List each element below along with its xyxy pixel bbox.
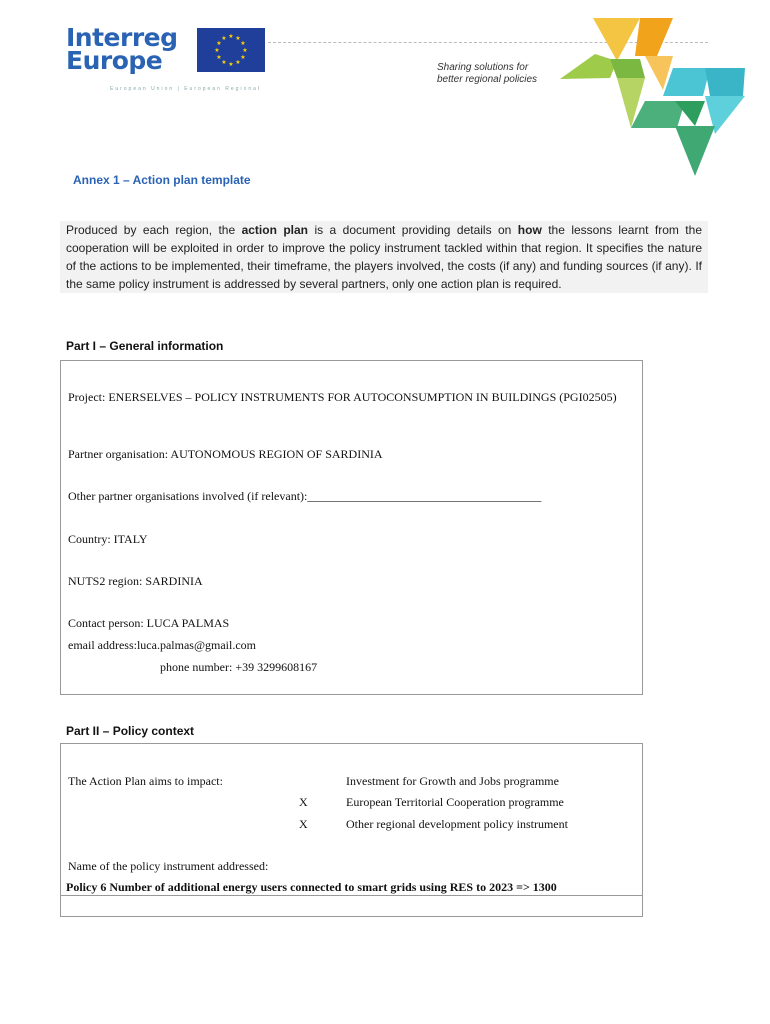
- tagline-line-2: better regional policies: [437, 74, 538, 85]
- option-label: European Territorial Cooperation programme: [346, 795, 564, 809]
- option-label: Investment for Growth and Jobs programme: [346, 774, 559, 788]
- policy-instrument-name: Policy 6 Number of additional energy users connected to smart grids using RES to 2023 => 1300: [66, 880, 557, 894]
- option-mark: X: [299, 795, 308, 809]
- project-field: Project: ENERSELVES – POLICY INSTRUMENTS FOR AUTOCONSUMPTION IN BUILDINGS (PGI02505): [68, 390, 617, 404]
- svg-text:★: ★: [221, 59, 227, 66]
- svg-text:★: ★: [216, 54, 222, 61]
- option-label: Other regional development policy instrument: [346, 817, 568, 831]
- svg-text:★: ★: [242, 47, 248, 54]
- partner-org-field: Partner organisation: AUTONOMOUS REGION OF SARDINIA: [68, 447, 383, 461]
- svg-text:★: ★: [216, 40, 222, 47]
- svg-text:★: ★: [221, 35, 227, 42]
- email-field: email address:luca.palmas@gmail.com: [68, 638, 256, 652]
- decorative-arrows-graphic: [555, 16, 750, 181]
- svg-text:★: ★: [235, 59, 241, 66]
- nuts2-field: NUTS2 region: SARDINIA: [68, 574, 203, 588]
- annex-title: Annex 1 – Action plan template: [73, 173, 251, 187]
- svg-text:★: ★: [214, 47, 220, 54]
- policy-name-label: Name of the policy instrument addressed:: [68, 859, 269, 873]
- option-mark: X: [299, 817, 308, 831]
- phone-field: phone number: +39 3299608167: [160, 660, 318, 674]
- interreg-logo: [66, 23, 178, 75]
- policy-row-divider: [60, 895, 643, 896]
- svg-text:★: ★: [228, 61, 234, 68]
- logo-line-1: Interreg: [66, 23, 178, 52]
- intro-text-2: is a document providing details on: [308, 223, 518, 237]
- svg-text:★: ★: [240, 40, 246, 47]
- eu-flag-icon: [197, 28, 265, 72]
- svg-text:★: ★: [240, 54, 246, 61]
- tagline-line-1: Sharing solutions for: [437, 62, 529, 73]
- intro-text-3: the lessons learnt from the cooperation will be exploited in order to improve the policy instrument tackled within that region. It specifies the nature of the actions to be implemented, their timeframe, the players involved, the costs (if any) and funding sources (if any). If the same policy instrument is addressed by several partners, only one action plan is required.: [66, 223, 702, 291]
- intro-paragraph: [60, 221, 708, 293]
- country-field: Country: ITALY: [68, 532, 148, 546]
- other-partners-field: Other partner organisations involved (if relevant):_______________________________________: [68, 489, 542, 503]
- part2-heading: Part II – Policy context: [66, 724, 195, 738]
- intro-bold-action-plan: action plan: [241, 223, 309, 237]
- logo-subtitle: European Union | European Regional: [110, 86, 262, 92]
- aims-label: The Action Plan aims to impact:: [68, 774, 223, 788]
- logo-line-2: Europe: [66, 46, 163, 75]
- contact-person-field: Contact person: LUCA PALMAS: [68, 616, 230, 630]
- svg-text:★: ★: [228, 33, 234, 40]
- intro-text-1: Produced by each region, the: [66, 223, 242, 237]
- part1-heading: Part I – General information: [66, 339, 224, 353]
- intro-bold-how: how: [517, 223, 542, 237]
- svg-text:★: ★: [235, 35, 241, 42]
